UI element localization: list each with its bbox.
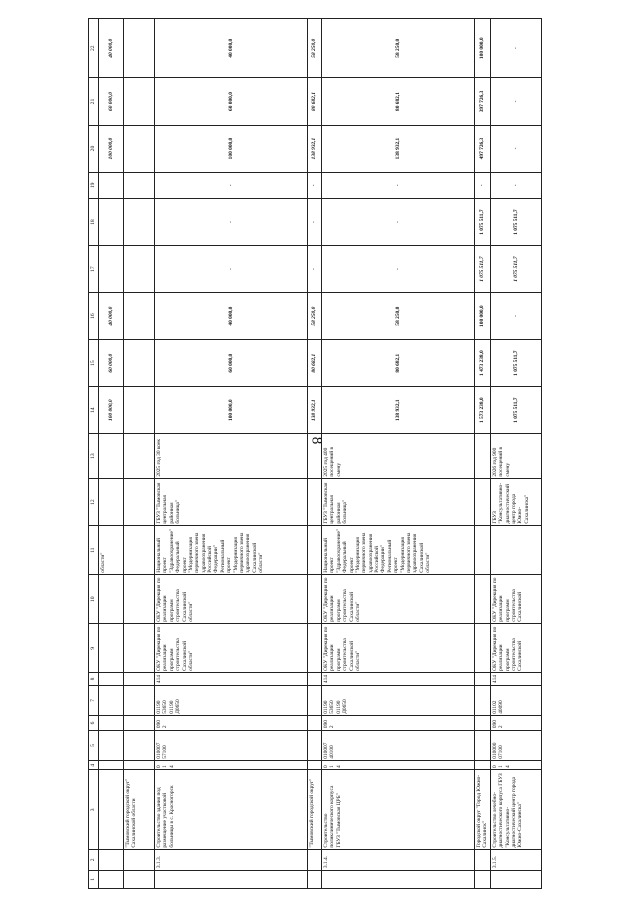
table-cell — [124, 761, 155, 770]
table-cell: Национальный проект "Здравоохранение" Федеральный проект "Модернизация первичного звена здравоохранения Российской Федерации" Региональный проект "Модернизация первичного звена здравоохранения Сахалинской области" — [322, 526, 475, 575]
value-cell: 138 932,1 — [308, 125, 322, 172]
table-cell: 01102 40090 — [490, 685, 541, 716]
rotated-table-area — [88, 18, 530, 889]
table-cell — [322, 870, 475, 888]
table-cell — [124, 624, 155, 673]
table-cell: ГБУЗ "Тымовская центральная районная больница" — [322, 479, 475, 526]
table-cell: ОКУ "Дирекция по реализации программ строительства Сахалинской области" — [322, 575, 475, 624]
value-cell: - — [490, 125, 541, 172]
table-cell: 010000 07100 — [490, 730, 541, 761]
subtotal-label: "Тымовский городской округ" — [308, 770, 322, 850]
table-cell — [99, 716, 124, 730]
table-cell: 414 — [322, 673, 475, 685]
value-cell: - — [490, 19, 541, 79]
table-cell: 40 000,0 — [99, 293, 124, 340]
value-cell: 397 726,3 — [475, 78, 491, 125]
table-cell — [99, 434, 124, 479]
value-cell: 58 250,0 — [322, 293, 475, 340]
header-cell: 22 — [89, 19, 99, 79]
value-cell: 1 075 511,7 — [490, 199, 541, 246]
district-row — [124, 19, 155, 889]
table-cell: 01190 53650 01190 Д0650 — [155, 685, 308, 716]
value-cell: 1 075 511,7 — [490, 387, 541, 434]
table-cell: 0 1 4 — [155, 761, 308, 770]
table-cell — [475, 685, 491, 716]
value-cell: 1 075 511,7 — [475, 246, 491, 293]
table-cell — [99, 624, 124, 673]
value-cell: - — [322, 199, 475, 246]
table-cell: 090 2 — [155, 716, 308, 730]
value-cell: - — [490, 293, 541, 340]
table-cell — [99, 199, 124, 246]
header-cell: 4 — [89, 761, 99, 770]
value-cell: 80 682,1 — [308, 340, 322, 387]
table-cell: ГБУЗ "Тымовская центральная районная больница" — [155, 479, 308, 526]
table-cell — [124, 716, 155, 730]
table-cell: 60 000,0 — [99, 340, 124, 387]
table-cell: Национальный проект "Здравоохранение" Федеральный проект "Модернизация первичного звена здравоохранения Российской Федерации" Региональный проект "Модернизация первичного звена здравоохранения Сахалинской области" — [155, 526, 308, 575]
value-cell: - — [155, 199, 308, 246]
value-cell: - — [322, 172, 475, 199]
table-cell — [99, 673, 124, 685]
table-cell — [490, 526, 541, 575]
table-cell — [99, 850, 124, 870]
item-number: 3.1.3. — [155, 850, 308, 870]
table-cell — [308, 730, 322, 761]
table-cell: ОКУ "Дирекция по реализации программ строительства Сахалинской области" — [155, 575, 308, 624]
header-row — [89, 19, 99, 889]
header-cell: 9 — [89, 624, 99, 673]
value-cell: 40 000,0 — [155, 19, 308, 79]
value-cell: 100 000,0 — [475, 293, 491, 340]
table-cell — [475, 526, 491, 575]
value-cell: 80 682,1 — [322, 78, 475, 125]
table-row-item-3-1-4 — [322, 19, 475, 889]
item-number: 3.1.5. — [490, 850, 541, 870]
table-cell — [99, 770, 124, 850]
header-cell: 20 — [89, 125, 99, 172]
table-cell — [124, 246, 155, 293]
table-cell — [308, 673, 322, 685]
table-cell: ОКУ "Дирекция по реализации программ строительства Сахалинской области" — [322, 624, 475, 673]
table-cell — [490, 870, 541, 888]
value-cell: 138 932,1 — [322, 387, 475, 434]
table-cell — [124, 479, 155, 526]
value-cell: - — [322, 246, 475, 293]
table-cell — [308, 479, 322, 526]
value-cell: - — [308, 246, 322, 293]
table-cell — [124, 870, 155, 888]
header-cell: 18 — [89, 199, 99, 246]
table-row-item-3-1-3 — [155, 19, 308, 889]
table-cell — [308, 716, 322, 730]
table-cell — [124, 850, 155, 870]
table-cell: ОКУ "Дирекция по реализации программ строительства Сахалинской — [490, 575, 541, 624]
table-cell: 01190 53650 01190 Д0650 — [322, 685, 475, 716]
value-cell: 100 000,0 — [155, 125, 308, 172]
value-cell: 1 075 511,7 — [475, 199, 491, 246]
header-cell: 14 — [89, 387, 99, 434]
value-cell: - — [155, 246, 308, 293]
value-cell: 1 075 511,7 — [490, 340, 541, 387]
table-cell — [124, 685, 155, 716]
header-cell: 11 — [89, 526, 99, 575]
table-cell: 414 — [155, 673, 308, 685]
item-name: Строительство лечебно-диагностического корпуса ГБУЗ "Консультативно-диагностический центр города Южно-Сахалинска" — [490, 770, 541, 850]
table-cell — [124, 575, 155, 624]
header-cell: 19 — [89, 172, 99, 199]
table-cell: 0 1 4 — [322, 761, 475, 770]
value-cell: - — [490, 78, 541, 125]
table-cell — [308, 870, 322, 888]
subtotal-row — [308, 19, 322, 889]
table-cell: 60 000,0 — [99, 78, 124, 125]
table-cell — [124, 199, 155, 246]
table-cell — [475, 673, 491, 685]
subtotal-label: Городской округ "Город Южно-Сахалинск" — [475, 770, 491, 850]
table-cell — [124, 78, 155, 125]
value-cell: 100 000,0 — [475, 19, 491, 79]
table-cell: 100 000,0 — [99, 387, 124, 434]
table-cell — [308, 850, 322, 870]
table-cell — [124, 340, 155, 387]
header-cell: 8 — [89, 673, 99, 685]
table-cell — [308, 526, 322, 575]
header-cell: 7 — [89, 685, 99, 716]
table-row-item-3-1-5 — [490, 19, 541, 889]
table-cell — [475, 716, 491, 730]
continuation-row — [99, 19, 124, 889]
header-cell: 12 — [89, 479, 99, 526]
value-cell: 58 250,0 — [308, 19, 322, 79]
table-cell: 010007 57100 — [155, 730, 308, 761]
value-cell: 60 000,0 — [155, 78, 308, 125]
table-cell — [124, 526, 155, 575]
table-cell — [99, 730, 124, 761]
value-cell: 1 075 511,7 — [490, 246, 541, 293]
value-cell: 58 250,0 — [322, 19, 475, 79]
table-cell — [308, 434, 322, 479]
city-okrug-row — [475, 19, 491, 889]
table-cell — [475, 575, 491, 624]
header-cell: 15 — [89, 340, 99, 387]
header-cell: 21 — [89, 78, 99, 125]
item-name: Строительство здания под размещение участковой больницы в с. Красногорск — [155, 770, 308, 850]
table-cell — [475, 761, 491, 770]
table-cell: ГБУЗ "Консультативно-диагностический центр города Южно-Сахалинска" — [490, 479, 541, 526]
table-cell — [124, 387, 155, 434]
header-cell: 3 — [89, 770, 99, 850]
table-cell: 2026 год 900 посещений в смену — [490, 434, 541, 479]
value-cell: 100 000,0 — [155, 387, 308, 434]
table-cell — [124, 673, 155, 685]
value-cell: 58 250,0 — [308, 293, 322, 340]
table-cell — [124, 293, 155, 340]
program-table — [88, 18, 542, 889]
table-cell — [475, 624, 491, 673]
table-cell — [475, 434, 491, 479]
table-cell — [99, 246, 124, 293]
table-cell: области" — [99, 526, 124, 575]
table-cell — [124, 730, 155, 761]
table-cell — [124, 19, 155, 79]
table-cell — [124, 125, 155, 172]
table-cell — [475, 850, 491, 870]
table-cell — [99, 870, 124, 888]
header-cell: 17 — [89, 246, 99, 293]
table-cell: 090 2 — [322, 716, 475, 730]
header-cell: 2 — [89, 850, 99, 870]
table-cell: 2025 год 400 посещений в смену — [322, 434, 475, 479]
table-cell — [475, 479, 491, 526]
table-cell — [124, 172, 155, 199]
value-cell: 138 932,1 — [308, 387, 322, 434]
table-cell — [99, 575, 124, 624]
value-cell: - — [308, 172, 322, 199]
table-cell: 414 — [490, 673, 541, 685]
table-cell: 010007 40100 — [322, 730, 475, 761]
value-cell: 40 000,0 — [155, 293, 308, 340]
header-cell: 1 — [89, 870, 99, 888]
value-cell: - — [308, 199, 322, 246]
value-cell: 80 682,1 — [308, 78, 322, 125]
table-cell — [99, 685, 124, 716]
table-cell — [99, 479, 124, 526]
header-cell: 16 — [89, 293, 99, 340]
district-name: "Тымовский городской округ" Сахалинской области — [124, 770, 155, 850]
table-cell: ОКУ "Дирекция по реализации программ строительства Сахалинской — [490, 624, 541, 673]
table-cell — [308, 685, 322, 716]
header-cell: 10 — [89, 575, 99, 624]
table-cell — [475, 730, 491, 761]
value-cell: 1 473 238,0 — [475, 340, 491, 387]
value-cell: - — [490, 172, 541, 199]
value-cell: 80 682,1 — [322, 340, 475, 387]
table-cell: 2025 год 30 коек — [155, 434, 308, 479]
table-cell — [308, 761, 322, 770]
value-cell: 60 000,0 — [155, 340, 308, 387]
table-cell — [124, 434, 155, 479]
header-cell: 5 — [89, 730, 99, 761]
page-number: 8 — [308, 436, 325, 445]
value-cell: 497 726,3 — [475, 125, 491, 172]
value-cell: 138 932,1 — [322, 125, 475, 172]
value-cell: - — [475, 172, 491, 199]
value-cell: - — [155, 172, 308, 199]
value-cell: 1 573 238,0 — [475, 387, 491, 434]
table-cell — [155, 870, 308, 888]
table-cell: 100 000,0 — [99, 125, 124, 172]
header-cell: 6 — [89, 716, 99, 730]
table-cell: 090 2 — [490, 716, 541, 730]
item-number: 3.1.4. — [322, 850, 475, 870]
table-cell: 40 000,0 — [99, 19, 124, 79]
table-cell — [475, 870, 491, 888]
table-cell: ОКУ "Дирекция по реализации программ строительства Сахалинской области" — [155, 624, 308, 673]
rotated-table-container — [88, 18, 530, 889]
table-cell — [308, 624, 322, 673]
table-cell: 0 1 4 — [490, 761, 541, 770]
item-name: Строительство поликлинического корпуса ГБУЗ "Тымовская ЦРБ" — [322, 770, 475, 850]
table-cell — [99, 172, 124, 199]
table-cell — [308, 575, 322, 624]
table-cell — [99, 761, 124, 770]
header-cell: 13 — [89, 434, 99, 479]
